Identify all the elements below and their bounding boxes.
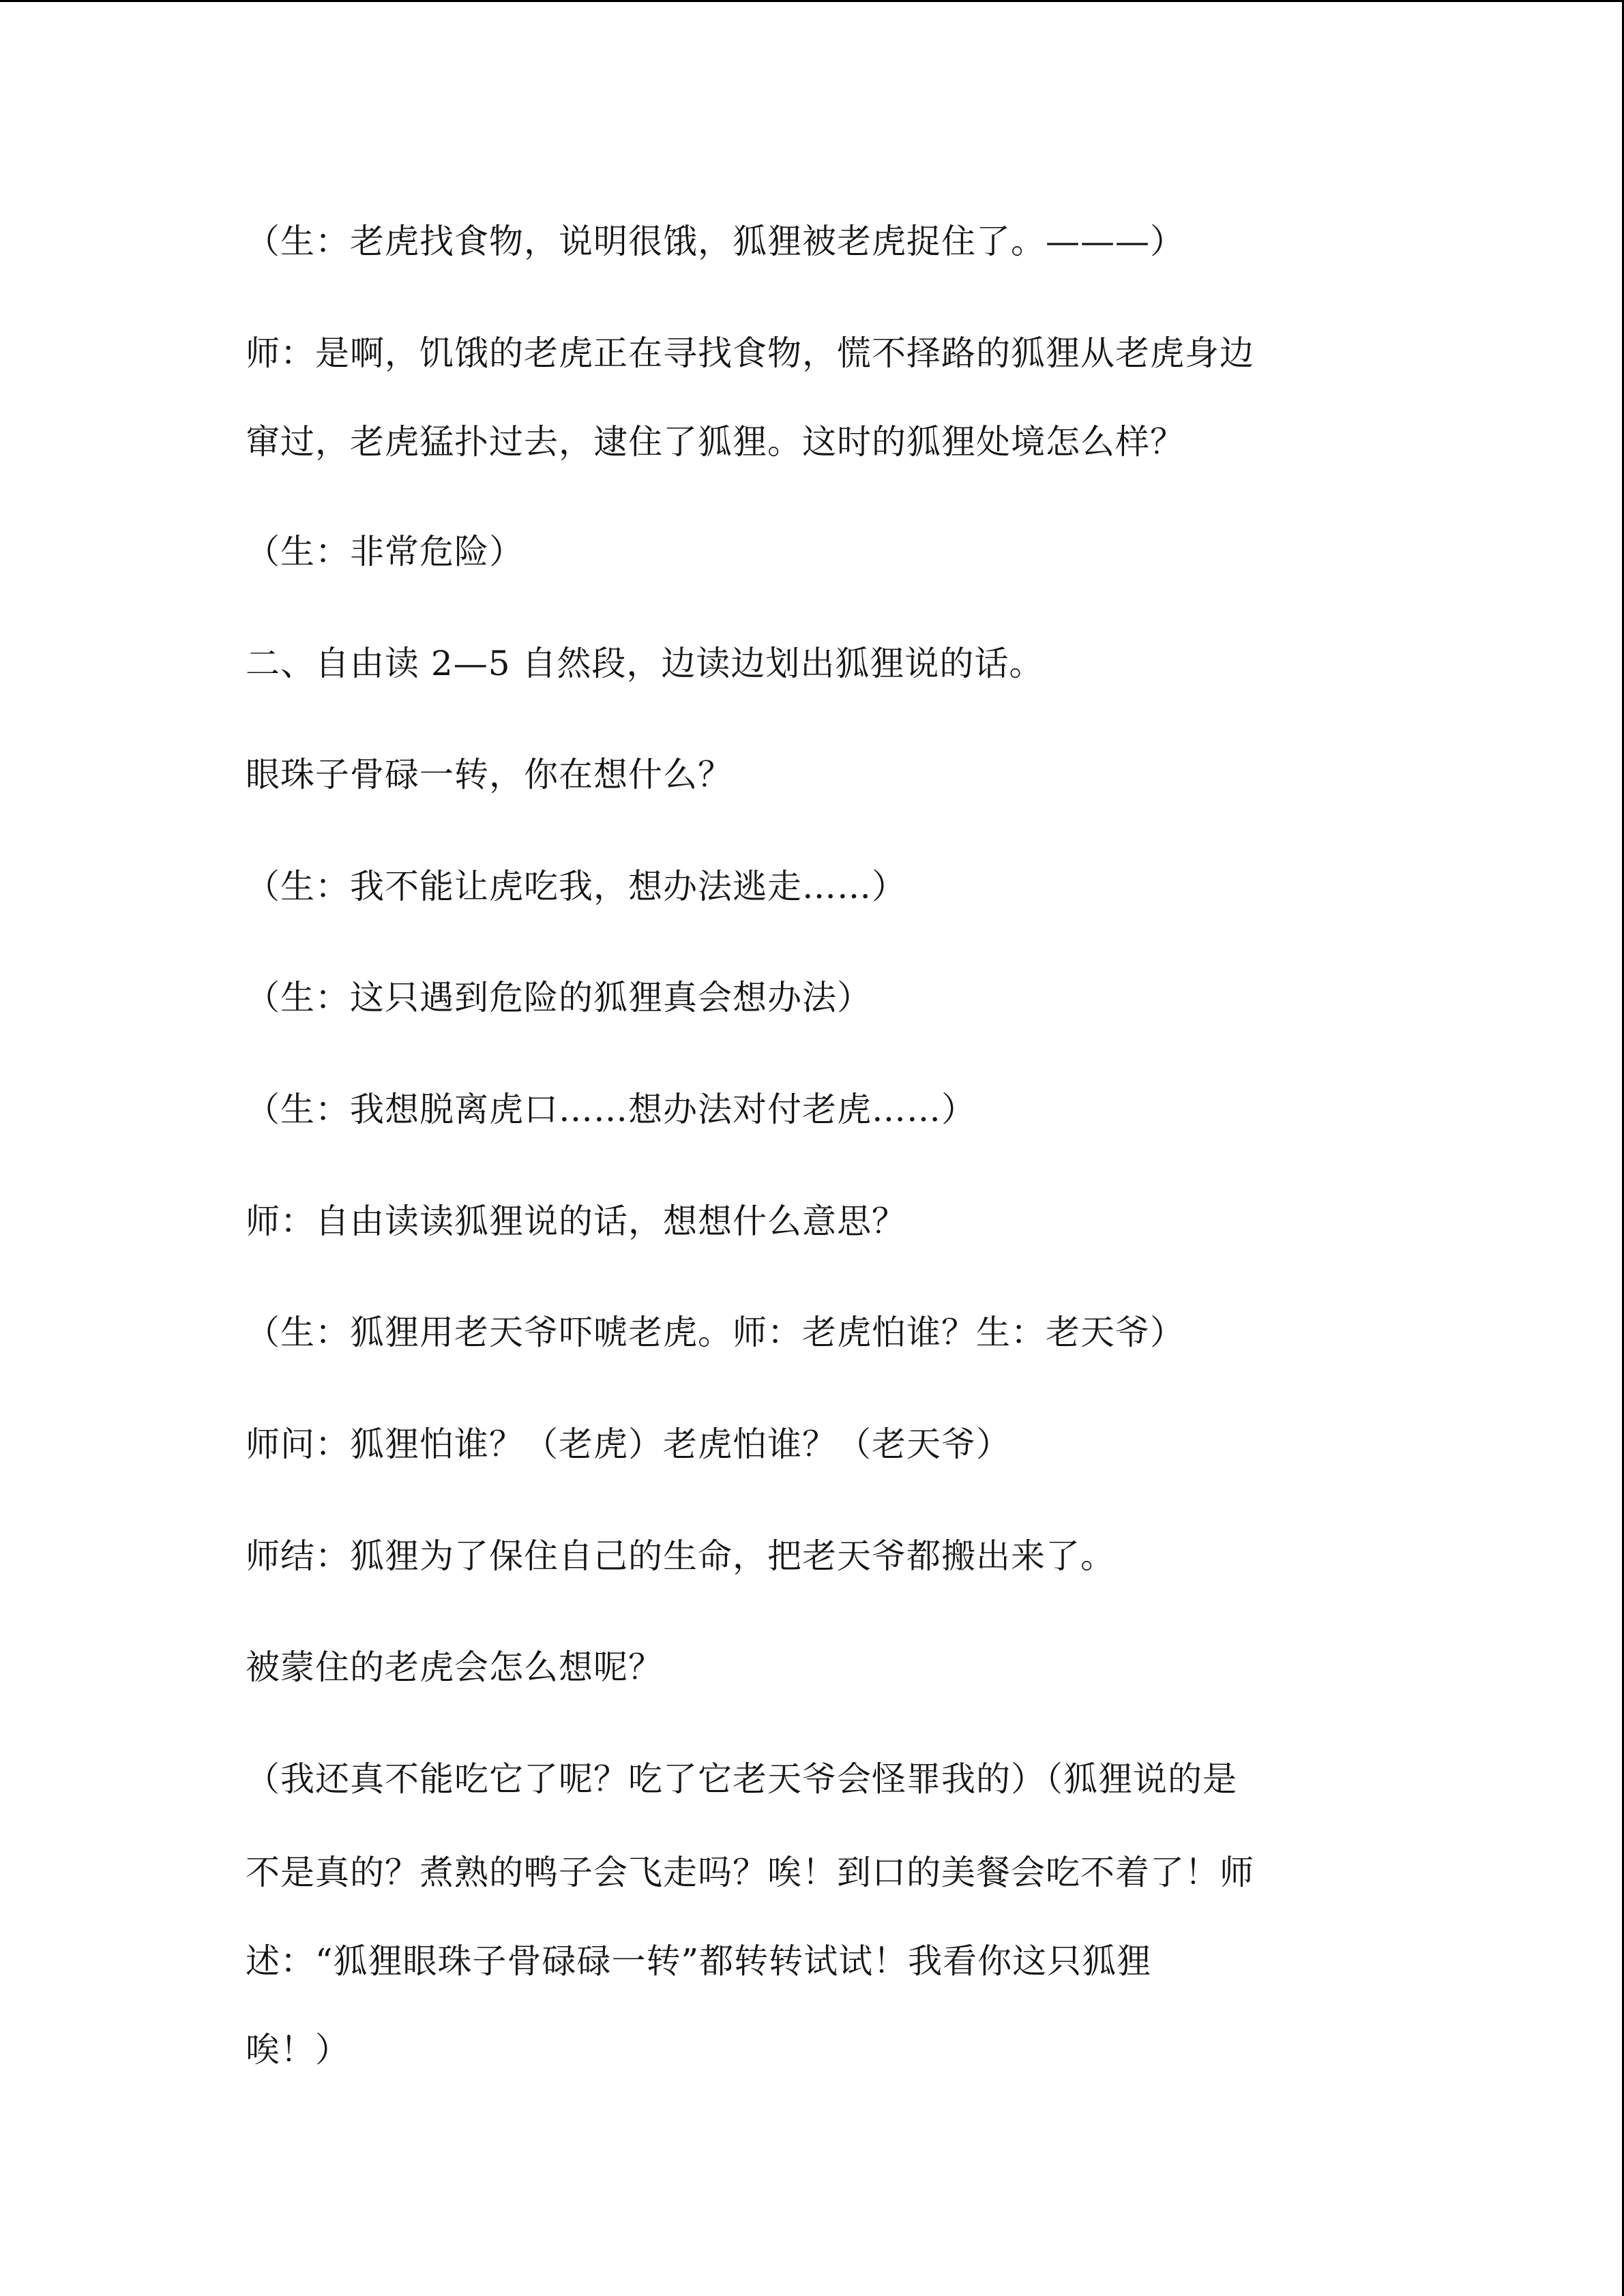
text-line: 眼珠子骨碌一转，你在想什么？: [246, 755, 733, 794]
text-line: 不是真的？煮熟的鸭子会飞走吗？唉！到口的美餐会吃不着了！师: [246, 1853, 1254, 1892]
text-line: 师：自由读读狐狸说的话，想想什么意思？: [246, 1202, 906, 1241]
text-line: （生：非常危险）: [246, 532, 524, 571]
text-line: （生：狐狸用老天爷吓唬老虎。师：老虎怕谁？生：老天爷）: [246, 1313, 1185, 1352]
text-line: （生：我想脱离虎口……想办法对付老虎……）: [246, 1090, 976, 1129]
section-heading: 二、自由读 2—5 自然段，边读边划出狐狸说的话。: [246, 644, 1044, 683]
text-line: 师问：狐狸怕谁？（老虎）老虎怕谁？（老天爷）: [246, 1425, 1011, 1464]
text-line: （生：老虎找食物，说明很饿，狐狸被老虎捉住了。———）: [246, 222, 1185, 261]
text-line: 师结：狐狸为了保住自己的生命，把老天爷都搬出来了。: [246, 1536, 1115, 1576]
text-line: 被蒙住的老虎会怎么想呢？: [246, 1648, 663, 1687]
text-line: 窜过，老虎猛扑过去，逮住了狐狸。这时的狐狸处境怎么样？: [246, 422, 1185, 462]
text-line: （生：这只遇到危险的狐狸真会想办法）: [246, 978, 872, 1017]
text-line: （生：我不能让虎吃我，想办法逃走……）: [246, 867, 906, 906]
text-line: 唉！）: [246, 2030, 350, 2070]
text-line: 师：是啊，饥饿的老虎正在寻找食物，慌不择路的狐狸从老虎身边: [246, 333, 1254, 373]
text-line: （我还真不能吃它了呢？吃了它老天爷会怪罪我的）（狐狸说的是: [246, 1759, 1237, 1799]
text-line: 述：“狐狸眼珠子骨碌碌一转”都转转试试！我看你这只狐狸: [246, 1941, 1152, 1981]
